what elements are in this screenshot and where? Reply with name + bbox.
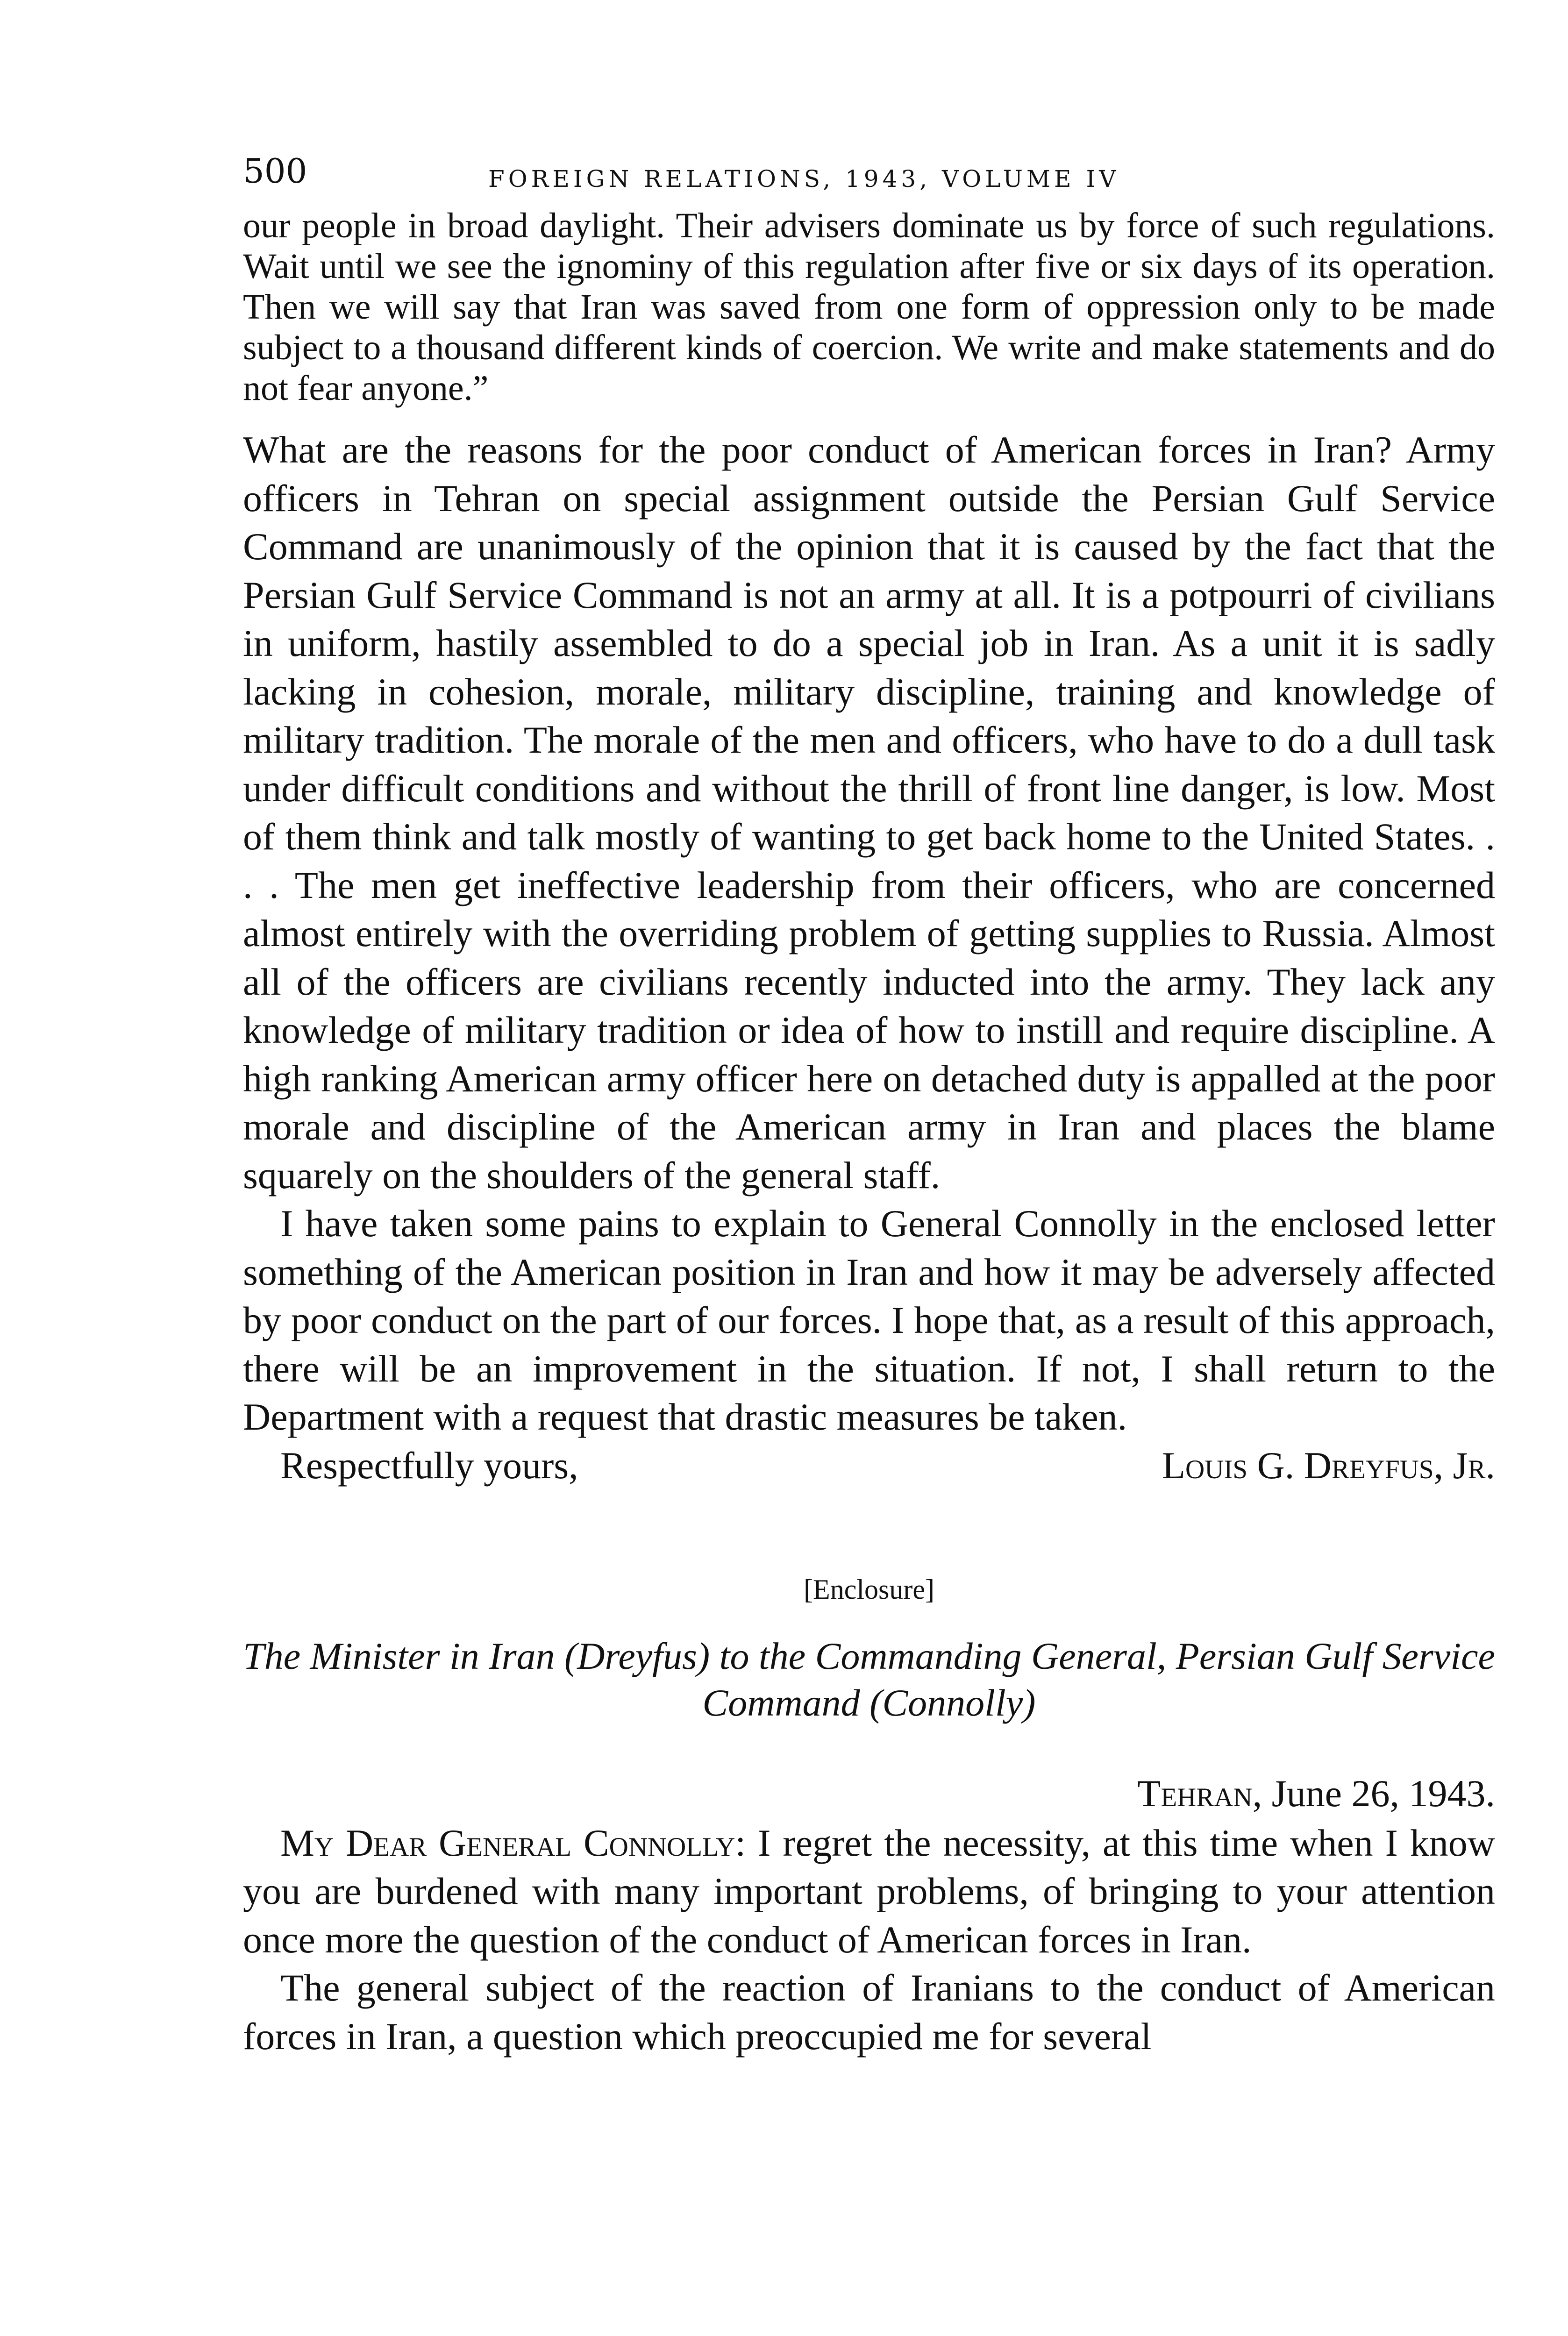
closing-line — [243, 1441, 1495, 1490]
dateline — [243, 1769, 1495, 1818]
letter-paragraph: The general subject of the reaction of Iranians to the conduct of American forces in Iran, a question which preoccupied me for several — [243, 1966, 1495, 2058]
page-number: 500 — [243, 151, 307, 191]
enclosure-label: [Enclosure] — [804, 1574, 934, 1605]
running-title: FOREIGN RELATIONS, 1943, VOLUME IV — [488, 165, 1120, 192]
signature: Louis G. Dreyfus, Jr. — [1162, 1444, 1495, 1487]
letter-greeting: My Dear General Connolly: — [280, 1821, 746, 1864]
body-paragraph: I have taken some pains to explain to General Connolly in the enclosed letter something of the American position in Iran and how it may be adversely affected by poor conduct on the part of our forces. I hope that, as a result of this approach, there will be an improvement in the situation. If not, I shall return to the Department with a request that drastic measures be taken. — [243, 1202, 1495, 1438]
quoted-paragraph: our people in broad daylight. Their advisers dominate us by force of such regulations. Wait until we see the ignominy of this regulation after five or six days of its operation. Then we will say that Iran was saved from one form of oppression only to be made subject to a thousand different kinds of coercion. We write and make statements and do not fear anyone.” — [243, 206, 1495, 408]
document-page — [243, 151, 1495, 2060]
running-header — [243, 151, 1495, 206]
dateline-place: Tehran — [1137, 1772, 1253, 1815]
closing-salutation: Respectfully yours, — [280, 1444, 578, 1487]
letter-paragraph — [243, 1819, 1495, 1964]
dateline-date: , June 26, 1943. — [1252, 1772, 1495, 1815]
letter-paragraph-text: I regret the necessity, at this time when I know you are burdened with many important problems, of bringing to your attention once more the question of the conduct of American forces in Iran. — [243, 1821, 1495, 1961]
enclosure-title: The Minister in Iran (Dreyfus) to the Commanding General, Persian Gulf Service Command (Connolly) — [243, 1635, 1495, 1724]
body-paragraph: What are the reasons for the poor conduct of American forces in Iran? Army officers in Tehran on special assignment outside the Persian Gulf Service Command are unanimously of the opinion that it is caused by the fact that the Persian Gulf Service Command is not an army at all. It is a potpourri of civilians in uniform, hastily assembled to do a special job in Iran. As a unit it is sadly lacking in cohesion, morale, military discipline, training and knowledge of military tradition. The morale of the men and officers, who have to do a dull task under difficult conditions and without the thrill of front line danger, is low. Most of them think and talk mostly of wanting to get back home to the United States. . . . The men get ineffective leadership from their officers, who are concerned almost entirely with the overriding problem of getting supplies to Russia. Almost all of the officers are civilians recently inducted into the army. They lack any knowledge of military tradition or idea of how to instill and require discipline. A high ranking American army officer here on detached duty is appalled at the poor morale and discipline of the American army in Iran and places the blame squarely on the shoulders of the general staff. — [243, 428, 1495, 1196]
